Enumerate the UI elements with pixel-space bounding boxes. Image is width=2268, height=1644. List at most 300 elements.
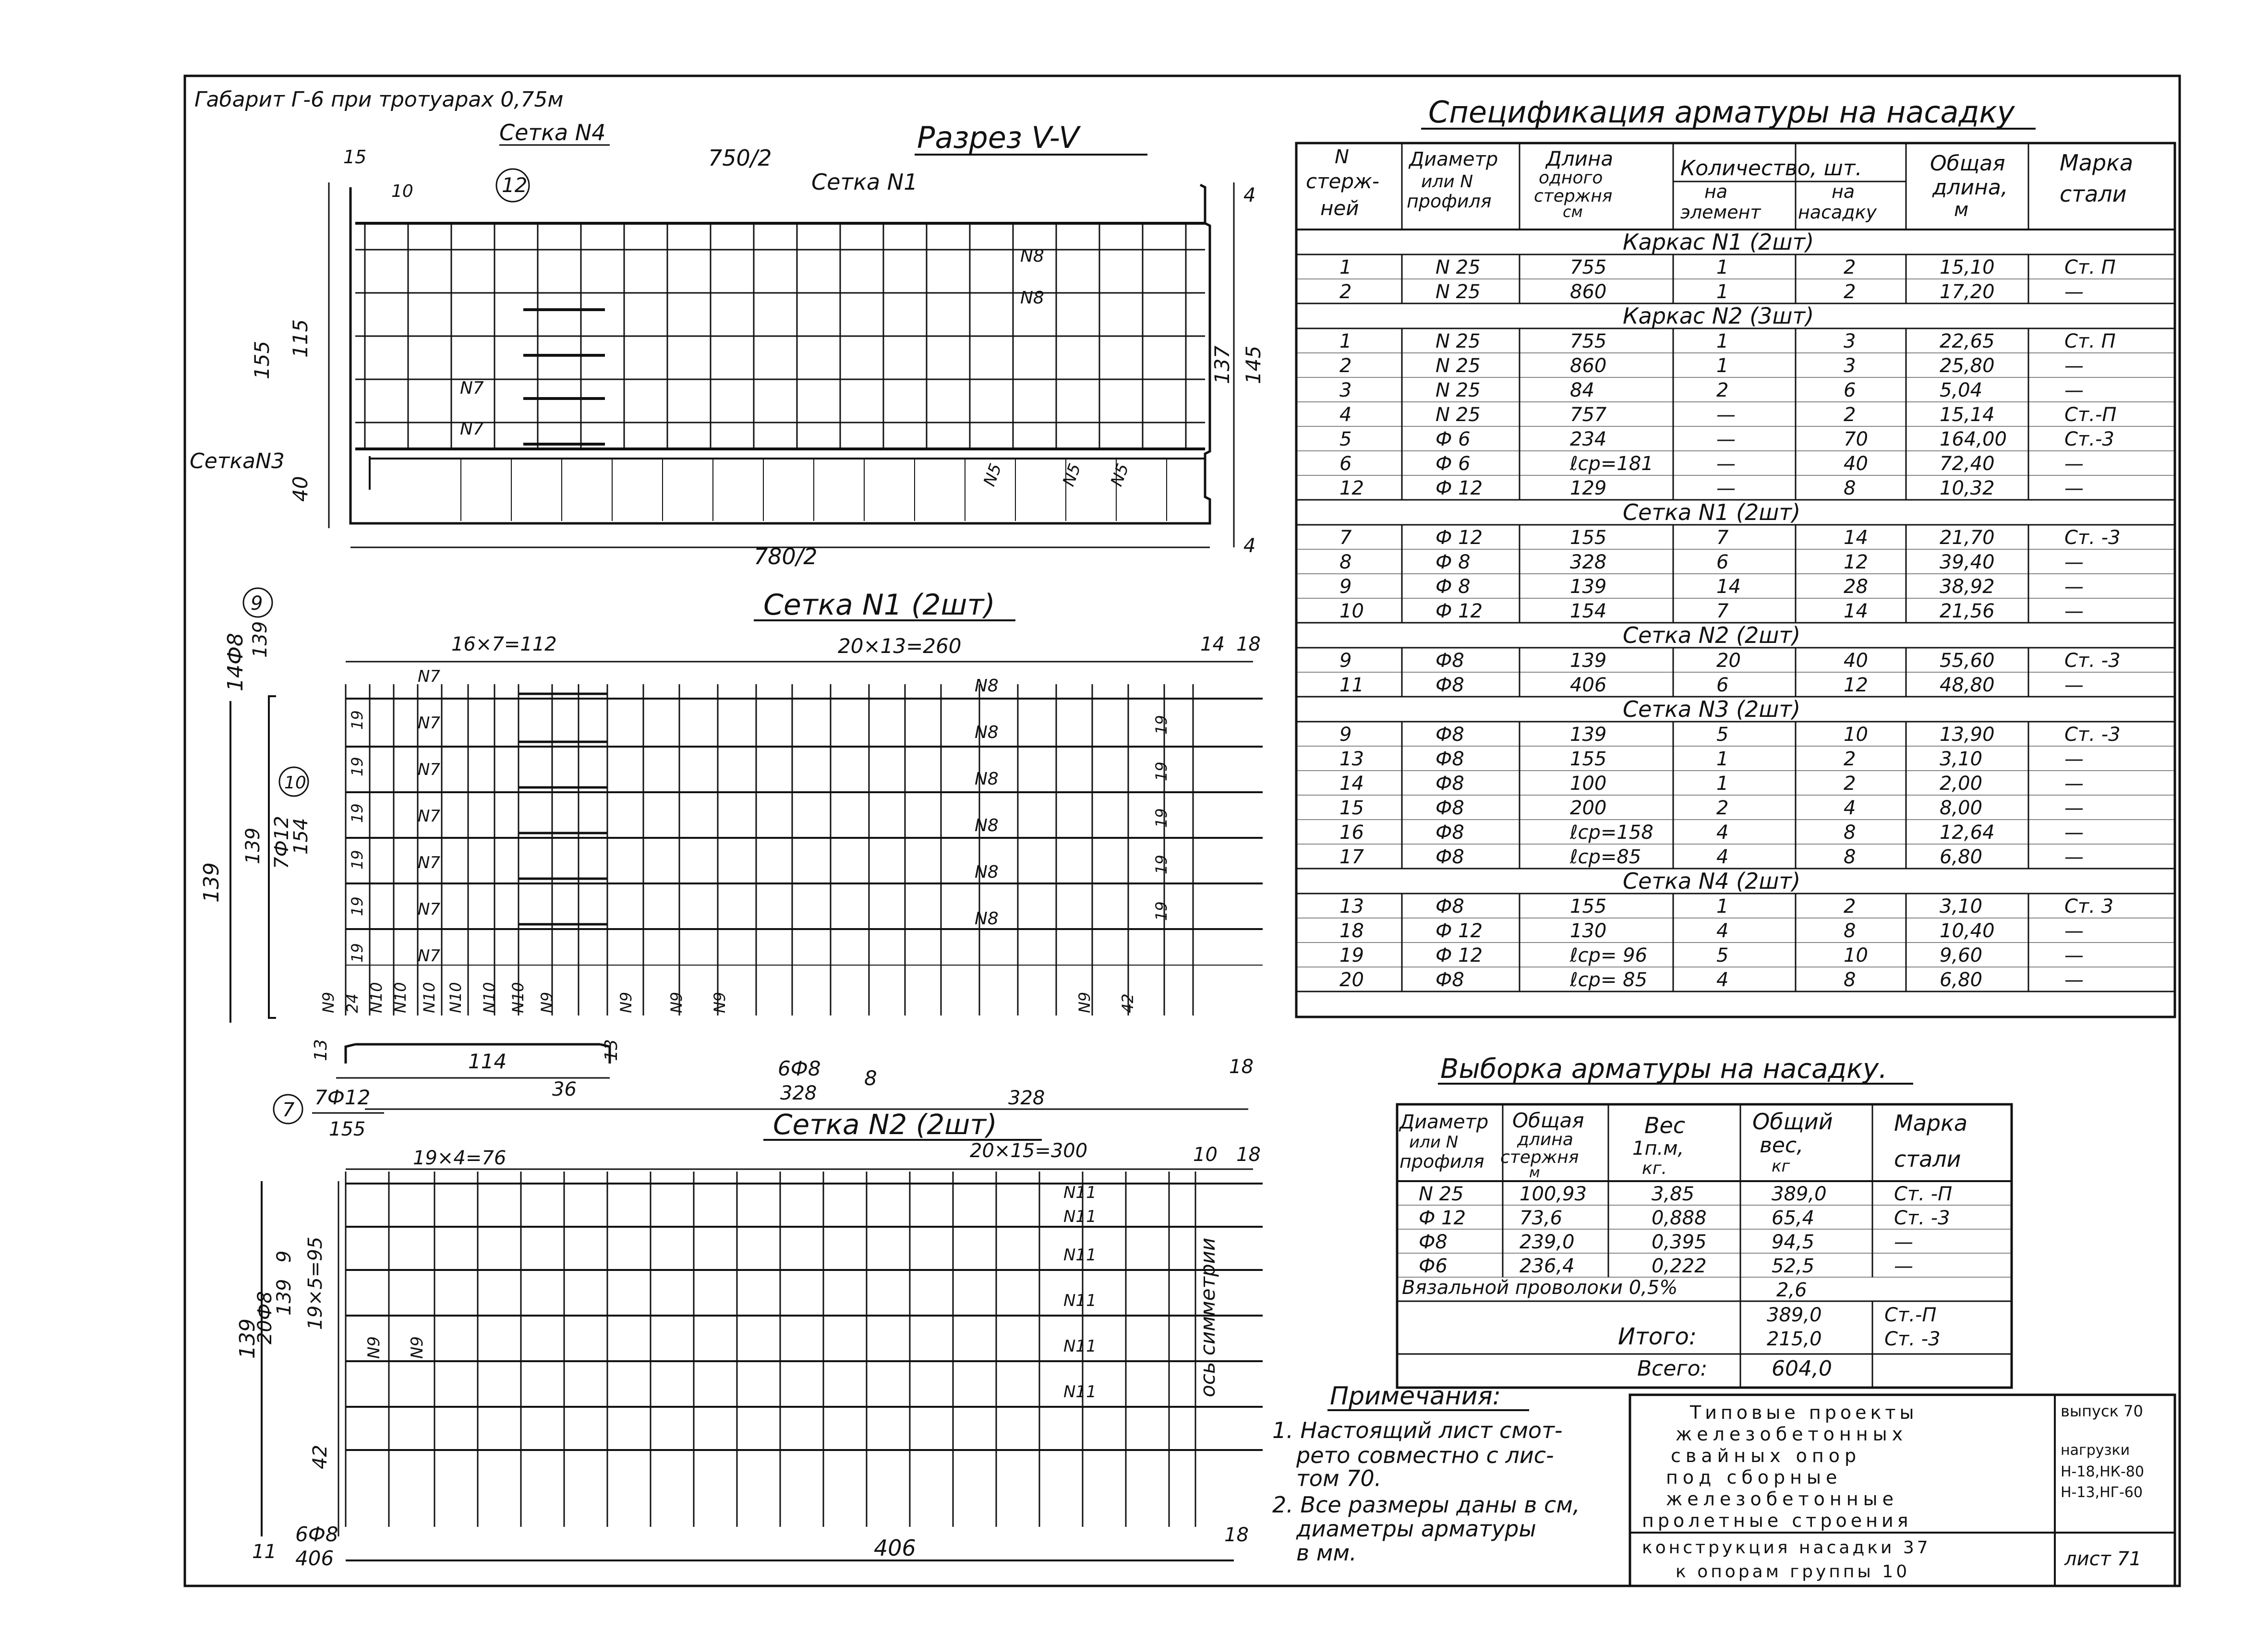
spec-cell: 200 bbox=[1570, 797, 1607, 819]
n5-label-a: N5 bbox=[979, 461, 1006, 489]
spec-cell: 8 bbox=[1844, 822, 1856, 844]
notes-line-3: том 70. bbox=[1296, 1465, 1382, 1491]
spec-cell: 13 bbox=[1339, 748, 1364, 770]
spec-cell: 4 bbox=[1844, 797, 1856, 819]
spec-cell: 9 bbox=[1339, 724, 1352, 746]
spec-cell: 328 bbox=[1570, 551, 1607, 573]
spec-cell: 12,64 bbox=[1940, 822, 1995, 844]
spec-cell: Ф8 bbox=[1436, 724, 1464, 746]
n5-label-c: N5 bbox=[1107, 461, 1133, 489]
setka1-dim-r1: 14 bbox=[1200, 633, 1225, 655]
spec-cell: 9 bbox=[1339, 650, 1352, 672]
spec-cell: 139 bbox=[1570, 576, 1607, 598]
stamp-vypusk: выпуск 70 bbox=[2061, 1402, 2143, 1420]
vyb-cell: N 25 bbox=[1419, 1183, 1464, 1205]
spec-cell: Ф8 bbox=[1436, 797, 1464, 819]
spec-section-title: Каркас N1 (2шт) bbox=[1623, 229, 1814, 255]
setka1-grid bbox=[346, 684, 1263, 1015]
spec-cell: 2 bbox=[1844, 281, 1856, 303]
setka2-n11-label: N11 bbox=[1063, 1382, 1097, 1402]
vyb-cell: Ст. -3 bbox=[1894, 1207, 1950, 1229]
setka1-bottom-mark: N9 bbox=[711, 991, 729, 1013]
setka1-dim-left: 16×7=112 bbox=[451, 633, 557, 655]
gabarit-label: Габарит Г-6 при тротуарах 0,75м bbox=[194, 87, 564, 112]
spec-section-title: Сетка N2 (2шт) bbox=[1623, 622, 1801, 648]
spec-cell: 70 bbox=[1844, 428, 1868, 450]
setka1-bottom-mark: N9 bbox=[538, 991, 556, 1013]
setka2-dim18: 18 bbox=[1224, 1524, 1249, 1546]
spec-cell: 6,80 bbox=[1940, 969, 1983, 991]
spec-cell: 1 bbox=[1716, 330, 1729, 352]
spec-h-qty-nas-2: насадку bbox=[1798, 202, 1877, 223]
setka1-bottom-mark: N9 bbox=[667, 991, 686, 1013]
notes-line-4: 2. Все размеры даны в см, bbox=[1272, 1492, 1580, 1518]
spec-cell: Ст.-П bbox=[2064, 404, 2117, 426]
spec-h-qty: Количество, шт. bbox=[1680, 156, 1862, 181]
spec-cell: N 25 bbox=[1436, 281, 1481, 303]
spec-table bbox=[1296, 95, 2175, 1017]
top-dim: 750/2 bbox=[708, 145, 772, 171]
spec-cell: 2 bbox=[1716, 797, 1729, 819]
spec-cell: ℓср=181 bbox=[1570, 453, 1653, 475]
spec-cell: 9,60 bbox=[1940, 944, 1983, 967]
vyb-cell: 389,0 bbox=[1772, 1183, 1827, 1205]
spec-cell: Ф8 bbox=[1436, 674, 1464, 696]
spec-cell: 1 bbox=[1716, 256, 1729, 278]
spec-cell: — bbox=[2064, 477, 2084, 499]
spec-cell: 1 bbox=[1716, 895, 1729, 918]
spec-cell: 7 bbox=[1716, 600, 1729, 622]
spec-cell: Ст. -3 bbox=[2064, 724, 2121, 746]
notes-title: Примечания: bbox=[1330, 1382, 1501, 1411]
spec-cell: 8 bbox=[1339, 551, 1352, 573]
bar8-len2: 328 bbox=[1008, 1087, 1045, 1109]
vyb-cell: — bbox=[1894, 1231, 1913, 1253]
spec-section-title: Сетка N4 (2шт) bbox=[1623, 868, 1801, 894]
spec-cell: Ф 6 bbox=[1436, 428, 1471, 450]
setka4-label: Сетка N4 bbox=[499, 120, 606, 145]
spec-cell: 2 bbox=[1844, 404, 1856, 426]
vyb-cell: 94,5 bbox=[1772, 1231, 1815, 1253]
spec-cell: 1 bbox=[1716, 281, 1729, 303]
vyb-cell: Ф8 bbox=[1419, 1231, 1448, 1253]
setka2-dim-main: 20×15=300 bbox=[970, 1140, 1088, 1162]
setka1-n8-label: N8 bbox=[975, 676, 999, 696]
spec-cell: — bbox=[2064, 551, 2084, 573]
spec-cell: Ст. П bbox=[2064, 330, 2116, 352]
vyborka-table bbox=[1397, 1053, 2012, 1388]
spec-cell: — bbox=[2064, 281, 2084, 303]
spec-cell: — bbox=[2064, 822, 2084, 844]
vyb-cell: 0,395 bbox=[1652, 1231, 1707, 1253]
vyb-cell: 73,6 bbox=[1520, 1207, 1563, 1229]
vyb-cell: 239,0 bbox=[1520, 1231, 1575, 1253]
spec-h-n-1: N bbox=[1335, 146, 1349, 168]
setka1-bottom-mark: N10 bbox=[509, 982, 527, 1013]
stamp-line-2: железобетонных bbox=[1676, 1424, 1908, 1445]
bar7-len: 155 bbox=[329, 1118, 366, 1140]
setka1-bottom-mark: N10 bbox=[420, 982, 438, 1013]
spec-cell: Ст. -3 bbox=[2064, 527, 2121, 549]
spec-cell: 2 bbox=[1716, 379, 1729, 401]
setka1-n8-label: N8 bbox=[975, 909, 999, 929]
dim-155: 155 bbox=[250, 340, 274, 379]
spec-cell: 55,60 bbox=[1940, 650, 1995, 672]
vyb-h-diam-2: или N bbox=[1409, 1133, 1459, 1152]
spec-cell: Ст. 3 bbox=[2064, 895, 2114, 918]
setka2-axis: ось симметрии bbox=[1196, 1237, 1219, 1397]
sheet-frame bbox=[185, 76, 2180, 1586]
vyb-itogo-v1: 389,0 bbox=[1767, 1304, 1822, 1326]
setka1-19-label: 19 bbox=[348, 850, 366, 870]
setka1-19r-label: 19 bbox=[1152, 901, 1170, 921]
setka1-n8-label: N8 bbox=[975, 769, 999, 789]
spec-cell: — bbox=[1716, 477, 1736, 499]
vyborka-title: Выборка арматуры на насадку. bbox=[1440, 1053, 1887, 1085]
spec-cell: 9 bbox=[1339, 576, 1352, 598]
stamp-list: лист 71 bbox=[2064, 1548, 2142, 1570]
spec-h-qty-el-1: на bbox=[1704, 181, 1728, 202]
spec-cell: 17,20 bbox=[1940, 281, 1995, 303]
dim-4-bottom: 4 bbox=[1243, 535, 1256, 557]
spec-cell: 860 bbox=[1570, 281, 1607, 303]
bar8-dim18: 18 bbox=[1229, 1056, 1254, 1078]
dim-137: 137 bbox=[1210, 345, 1234, 384]
razrez-title: Разрез V-V bbox=[917, 120, 1079, 155]
spec-cell: 1 bbox=[1339, 256, 1352, 278]
spec-cell: ℓср= 85 bbox=[1570, 969, 1648, 991]
spec-cell: 6,80 bbox=[1940, 846, 1983, 868]
vyb-cell: 52,5 bbox=[1772, 1255, 1815, 1277]
spec-cell: 40 bbox=[1844, 650, 1868, 672]
vyb-h-wt-2: 1п.м, bbox=[1632, 1137, 1684, 1160]
mark7: 7 bbox=[282, 1099, 295, 1121]
spec-cell: 12 bbox=[1844, 551, 1868, 573]
spec-cell: 1 bbox=[1339, 330, 1352, 352]
spec-cell: 155 bbox=[1570, 527, 1607, 549]
vyb-h-total-3: кг bbox=[1772, 1157, 1790, 1176]
vyb-h-diam-3: профиля bbox=[1399, 1151, 1484, 1172]
spec-h-len-3: стержня bbox=[1534, 186, 1613, 206]
setka1-n7-label: N7 bbox=[418, 667, 441, 686]
setka1-19-label: 19 bbox=[348, 803, 366, 823]
n8-label-a: N8 bbox=[1020, 246, 1044, 266]
setka1-title: Сетка N1 (2шт) bbox=[763, 588, 995, 622]
spec-cell: 8,00 bbox=[1940, 797, 1983, 819]
vyb-itogo-label: Итого: bbox=[1618, 1323, 1697, 1350]
spec-cell: 4 bbox=[1716, 969, 1729, 991]
stamp-constr-1: конструкция насадки 37 bbox=[1642, 1538, 1931, 1558]
spec-cell: Ф8 bbox=[1436, 846, 1464, 868]
spec-cell: 7 bbox=[1339, 527, 1352, 549]
setka1-dim-main: 20×13=260 bbox=[838, 634, 962, 658]
spec-grid-lines bbox=[1296, 143, 2175, 991]
spec-cell: 154 bbox=[1570, 600, 1607, 622]
bar7-spec: 7Ф12 bbox=[314, 1086, 371, 1109]
setka1-side-b: 139 bbox=[249, 621, 271, 658]
vyb-h-steel-1: Марка bbox=[1894, 1110, 1968, 1136]
spec-cell: 860 bbox=[1570, 355, 1607, 377]
spec-cell: 40 bbox=[1844, 453, 1868, 475]
spec-cell: 20 bbox=[1716, 650, 1741, 672]
spec-cell: 100 bbox=[1570, 773, 1607, 795]
setka1-19r-label: 19 bbox=[1152, 808, 1170, 828]
spec-cell: — bbox=[2064, 969, 2084, 991]
setka2-side-c: 139 bbox=[273, 1279, 295, 1316]
spec-h-steel-2: стали bbox=[2060, 181, 2127, 207]
spec-cell: 755 bbox=[1570, 330, 1607, 352]
spec-cell: Ф 8 bbox=[1436, 551, 1471, 573]
setka1-n8-label: N8 bbox=[975, 723, 999, 742]
spec-cell: 21,70 bbox=[1940, 527, 1995, 549]
setka1-n8-label: N8 bbox=[975, 816, 999, 835]
spec-cell: Ф 12 bbox=[1436, 527, 1483, 549]
setka1-ref: Сетка N1 bbox=[811, 169, 918, 195]
bar8-len1: 328 bbox=[780, 1082, 817, 1104]
bar8-spec: 6Ф8 bbox=[778, 1057, 821, 1080]
setka1-n7-label: N7 bbox=[418, 807, 441, 826]
stamp-line-3: свайных опор bbox=[1671, 1445, 1861, 1466]
setka2-n11-label: N11 bbox=[1063, 1337, 1097, 1356]
setka1-dim-r2: 18 bbox=[1236, 633, 1261, 655]
spec-cell: 5 bbox=[1716, 944, 1729, 967]
spec-cell: 1 bbox=[1716, 773, 1729, 795]
setka2-side-b: 20Ф8 bbox=[254, 1291, 276, 1344]
spec-cell: Ф8 bbox=[1436, 650, 1464, 672]
setka1-mark10: 10 bbox=[284, 773, 306, 793]
spec-cell: 16 bbox=[1339, 822, 1364, 844]
setka1-n7-label: N7 bbox=[418, 760, 441, 779]
spec-cell: Ф 8 bbox=[1436, 576, 1471, 598]
spec-cell: 4 bbox=[1716, 822, 1729, 844]
spec-h-len-1: Длина bbox=[1546, 147, 1614, 170]
spec-cell: 14 bbox=[1844, 527, 1868, 549]
vyb-h-wt-3: кг. bbox=[1642, 1159, 1667, 1178]
setka1-side-a: 14Ф8 bbox=[223, 633, 248, 691]
setka2-mark9: 9 bbox=[273, 1250, 295, 1263]
notes-line-1: 1. Настоящий лист смот- bbox=[1272, 1417, 1563, 1443]
setka2-n9-label: N9 bbox=[408, 1336, 427, 1359]
spec-h-steel-1: Марка bbox=[2060, 150, 2134, 176]
vyb-cell: 65,4 bbox=[1772, 1207, 1815, 1229]
spec-title: Спецификация арматуры на насадку bbox=[1428, 95, 2015, 130]
setka2-dim-r2: 18 bbox=[1236, 1144, 1261, 1166]
vyb-cell: Ф 12 bbox=[1419, 1207, 1466, 1229]
bar8-mark: 8 bbox=[864, 1066, 877, 1090]
spec-cell: 39,40 bbox=[1940, 551, 1995, 573]
setka1-19-label: 19 bbox=[348, 757, 366, 776]
notes-line-6: в мм. bbox=[1296, 1540, 1357, 1566]
stamp-line-4: под сборные bbox=[1666, 1467, 1842, 1488]
setka2-grid bbox=[346, 1172, 1263, 1527]
spec-cell: Ф 12 bbox=[1436, 600, 1483, 622]
spec-cell: 5 bbox=[1339, 428, 1352, 450]
setka1-bottom-mark: N9 bbox=[1075, 991, 1094, 1013]
spec-cell: N 25 bbox=[1436, 355, 1481, 377]
spec-cell: N 25 bbox=[1436, 256, 1481, 278]
spec-cell: 28 bbox=[1844, 576, 1868, 598]
spec-h-total-3: м bbox=[1954, 199, 1969, 221]
vyb-cell: 0,888 bbox=[1652, 1207, 1707, 1229]
spec-cell: 14 bbox=[1339, 773, 1364, 795]
spec-cell: 19 bbox=[1339, 944, 1364, 967]
spec-h-total-1: Общая bbox=[1930, 151, 2005, 176]
spec-cell: 21,56 bbox=[1940, 600, 1995, 622]
spec-cell: — bbox=[2064, 453, 2084, 475]
spec-section-title: Каркас N2 (3шт) bbox=[1623, 303, 1814, 329]
spec-cell: 22,65 bbox=[1940, 330, 1995, 352]
spec-cell: — bbox=[2064, 920, 2084, 942]
spec-cell: 84 bbox=[1570, 379, 1594, 401]
spec-cell: — bbox=[1716, 453, 1736, 475]
spec-cell: 155 bbox=[1570, 748, 1607, 770]
setka2-side-a: 139 bbox=[235, 1318, 260, 1359]
spec-body bbox=[1339, 229, 2121, 991]
spec-cell: 5,04 bbox=[1940, 379, 1983, 401]
vyb-cell: Ст. -П bbox=[1894, 1183, 1953, 1205]
spec-cell: N 25 bbox=[1436, 330, 1481, 352]
spec-h-diam-1: Диаметр bbox=[1409, 148, 1498, 170]
spec-cell: 8 bbox=[1844, 477, 1856, 499]
vyb-cell: 3,85 bbox=[1652, 1183, 1695, 1205]
setka2-n11-label: N11 bbox=[1063, 1183, 1097, 1202]
spec-cell: 10 bbox=[1844, 944, 1868, 967]
spec-cell: 48,80 bbox=[1940, 674, 1995, 696]
setka1-bottom-mark: N9 bbox=[319, 991, 338, 1013]
dim-15: 15 bbox=[343, 146, 367, 168]
spec-cell: 130 bbox=[1570, 920, 1607, 942]
setka2-side-d: 19×5=95 bbox=[304, 1236, 326, 1330]
bar7-dim-d: 36 bbox=[552, 1078, 577, 1100]
spec-cell: 1 bbox=[1716, 355, 1729, 377]
spec-cell: 15,10 bbox=[1940, 256, 1995, 278]
spec-cell: 2 bbox=[1844, 773, 1856, 795]
setka1-19r-label: 19 bbox=[1152, 762, 1170, 781]
dim-40: 40 bbox=[289, 476, 312, 502]
spec-cell: 20 bbox=[1339, 969, 1364, 991]
spec-h-qty-el-2: элемент bbox=[1680, 202, 1761, 223]
spec-h-n-3: ней bbox=[1320, 196, 1359, 220]
spec-cell: 14 bbox=[1716, 576, 1741, 598]
setka1-bottom-mark: N10 bbox=[367, 982, 386, 1013]
notes-line-5: диаметры арматуры bbox=[1296, 1516, 1536, 1542]
spec-cell: ℓср= 96 bbox=[1570, 944, 1648, 967]
setka2-side-e: 42 bbox=[309, 1445, 331, 1469]
spec-h-diam-2: или N bbox=[1421, 172, 1473, 192]
spec-cell: 4 bbox=[1339, 404, 1352, 426]
spec-h-len-4: см bbox=[1563, 203, 1583, 221]
spec-h-total-2: длина, bbox=[1932, 175, 2008, 200]
setka1-n7-label: N7 bbox=[418, 900, 441, 919]
setka1-19r-label: 19 bbox=[1152, 855, 1170, 874]
spec-cell: Ст. -3 bbox=[2064, 650, 2121, 672]
spec-cell: — bbox=[2064, 846, 2084, 868]
n5-label-b: N5 bbox=[1059, 461, 1085, 489]
vyb-h-len-4: м bbox=[1529, 1164, 1540, 1181]
spec-cell: 6 bbox=[1339, 453, 1352, 475]
n8-label-b: N8 bbox=[1020, 288, 1044, 308]
setka2-n9-label: N9 bbox=[364, 1336, 384, 1359]
setka1-side-c: 139 bbox=[199, 862, 224, 903]
spec-cell: 13,90 bbox=[1940, 724, 1995, 746]
setka2-bottom-a: 6Ф8 bbox=[295, 1523, 338, 1546]
stamp-load-2: Н-18,НК-80 bbox=[2061, 1463, 2144, 1480]
setka2-n11-label: N11 bbox=[1063, 1245, 1097, 1265]
spec-cell: 25,80 bbox=[1940, 355, 1995, 377]
spec-cell: Ф8 bbox=[1436, 969, 1464, 991]
bar7-dim-c: 13 bbox=[602, 1039, 621, 1061]
setka1-n7-label: N7 bbox=[418, 946, 441, 966]
dim-4-top: 4 bbox=[1243, 184, 1256, 206]
spec-cell: 13 bbox=[1339, 895, 1364, 918]
spec-cell: 3 bbox=[1844, 330, 1856, 352]
spec-cell: 757 bbox=[1570, 404, 1607, 426]
spec-cell: 8 bbox=[1844, 920, 1856, 942]
spec-cell: 12 bbox=[1339, 477, 1364, 499]
spec-cell: 11 bbox=[1339, 674, 1364, 696]
spec-cell: 2 bbox=[1844, 748, 1856, 770]
setka2-bottom-len: 406 bbox=[874, 1535, 916, 1561]
spec-h-n-2: стерж- bbox=[1306, 169, 1380, 193]
spec-cell: 6 bbox=[1844, 379, 1856, 401]
spec-cell: Ф8 bbox=[1436, 822, 1464, 844]
vyb-h-len-2: длина bbox=[1517, 1130, 1573, 1149]
spec-cell: 72,40 bbox=[1940, 453, 1995, 475]
spec-cell: 2 bbox=[1844, 256, 1856, 278]
spec-cell: N 25 bbox=[1436, 379, 1481, 401]
vyb-h-len-1: Общая bbox=[1512, 1109, 1584, 1132]
setka1-labels bbox=[319, 667, 1170, 1013]
bar7-dim-a: 13 bbox=[311, 1039, 331, 1061]
spec-cell: 10,40 bbox=[1940, 920, 1995, 942]
dim-12: 12 bbox=[502, 173, 528, 197]
spec-cell: — bbox=[2064, 600, 2084, 622]
vyb-wire-label: Вязальной проволоки 0,5% bbox=[1402, 1277, 1678, 1299]
spec-cell: — bbox=[2064, 379, 2084, 401]
vyb-vsego-label: Всего: bbox=[1637, 1356, 1708, 1381]
spec-cell: ℓср=85 bbox=[1570, 846, 1641, 868]
vyb-h-wt-1: Вес bbox=[1644, 1112, 1686, 1138]
spec-cell: — bbox=[2064, 773, 2084, 795]
setka1-19-label: 19 bbox=[348, 943, 366, 963]
spec-cell: 18 bbox=[1339, 920, 1364, 942]
spec-cell: 10,32 bbox=[1940, 477, 1995, 499]
spec-cell: 5 bbox=[1716, 724, 1729, 746]
setka2-dim-left: 19×4=76 bbox=[413, 1147, 507, 1169]
spec-cell: Ф 12 bbox=[1436, 477, 1483, 499]
spec-cell: 164,00 bbox=[1940, 428, 2007, 450]
setka2-labels bbox=[364, 1183, 1097, 1402]
n7-label-b: N7 bbox=[460, 419, 484, 439]
spec-cell: 6 bbox=[1716, 674, 1729, 696]
spec-section-title: Сетка N3 (2шт) bbox=[1623, 696, 1801, 722]
stamp-constr-2: к опорам группы 10 bbox=[1676, 1562, 1910, 1582]
spec-cell: 2 bbox=[1339, 355, 1352, 377]
vyb-cell: Ф6 bbox=[1419, 1255, 1448, 1277]
notes-line-2: рето совместно с лис- bbox=[1296, 1442, 1554, 1468]
setka2-n11-label: N11 bbox=[1063, 1291, 1097, 1310]
setka1-bottom-mark: 42 bbox=[1119, 993, 1137, 1013]
setka1-bottom-mark: N9 bbox=[617, 991, 635, 1013]
spec-cell: 129 bbox=[1570, 477, 1607, 499]
vyborka-header bbox=[1399, 1109, 1967, 1181]
setka1-side-f: 154 bbox=[290, 818, 312, 855]
n7-label-a: N7 bbox=[460, 378, 484, 398]
spec-cell: 755 bbox=[1570, 256, 1607, 278]
spec-cell: 2,00 bbox=[1940, 773, 1983, 795]
vyb-cell: — bbox=[1894, 1255, 1913, 1277]
spec-cell: — bbox=[2064, 797, 2084, 819]
